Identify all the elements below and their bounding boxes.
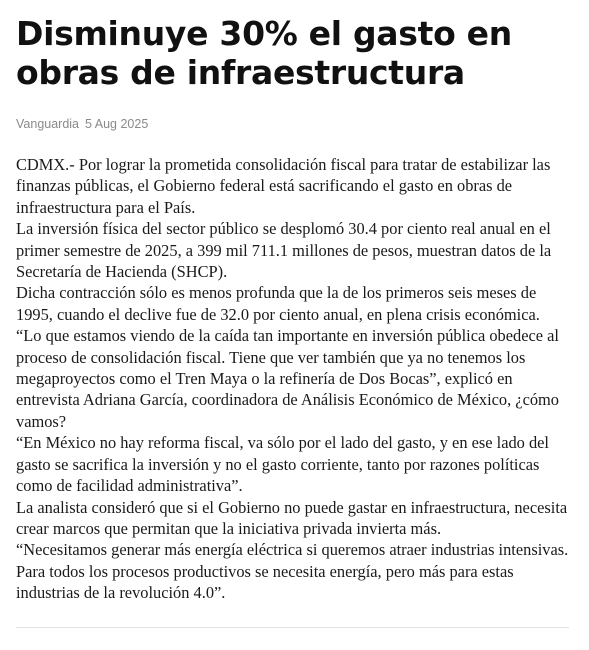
article-headline: Disminuye 30% el gasto en obras de infraestructura bbox=[16, 14, 512, 92]
article bbox=[16, 14, 576, 604]
article-paragraph: “Lo que estamos viendo de la caída tan importante en inversión pública obedece al proceso de consolidación fiscal. Tiene que ver también que ya no tenemos los megaproyectos como el Tren Maya o la refinería de Dos Bocas”, explicó en entrevista Adriana García, coordinadora de Análisis Económico de México, ¿cómo vamos? bbox=[16, 326, 559, 431]
article-paragraph: “En México no hay reforma fiscal, va sólo por el lado del gasto, y en ese lado del gasto se sacrifica la inversión y no el gasto corriente, tanto por razones políticas como de facilidad administrativa”. bbox=[16, 433, 549, 496]
article-paragraph: CDMX.- Por lograr la prometida consolidación fiscal para tratar de estabilizar las finanzas públicas, el Gobierno federal está sacrificando el gasto en obras de infraestructura para el País. bbox=[16, 155, 551, 217]
article-date: 5 Aug 2025 bbox=[85, 117, 149, 131]
article-meta bbox=[16, 116, 576, 132]
article-paragraph: “Necesitamos generar más energía eléctrica si queremos atraer industrias intensivas. Para todos los procesos productivos se necesita energía, pero más para estas industrias de la revolución 4.0”. bbox=[16, 540, 569, 603]
article-paragraph: La inversión física del sector público se desplomó 30.4 por ciento real anual en el primer semestre de 2025, a 399 mil 711.1 millones de pesos, muestran datos de la Secretaría de Hacienda (SHCP). bbox=[16, 219, 552, 282]
article-source[interactable]: Vanguardia bbox=[16, 117, 80, 131]
article-paragraph: La analista consideró que si el Gobierno no puede gastar en infraestructura, necesita crear marcos que permitan que la iniciativa privada invierta más. bbox=[16, 497, 568, 538]
article-divider bbox=[16, 627, 569, 628]
article-paragraph: Dicha contracción sólo es menos profunda que la de los primeros seis meses de 1995, cuando el declive fue de 32.0 por ciento anual, en plena crisis económica. bbox=[16, 283, 540, 324]
article-body bbox=[16, 154, 572, 604]
